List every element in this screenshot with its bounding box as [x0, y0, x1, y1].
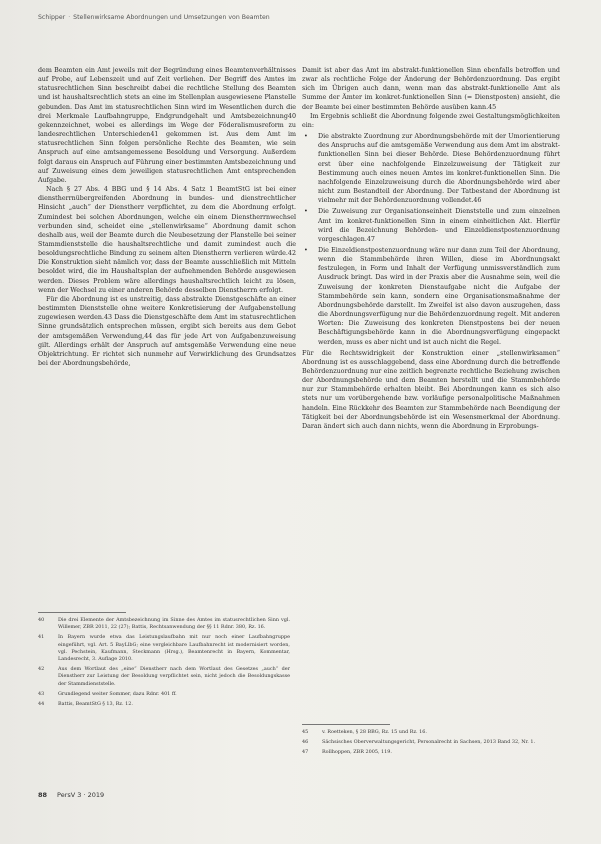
page-footer [38, 791, 104, 799]
header-section-title: Stellenwirksame Abordnungen und Umsetzungen von Beamten [73, 14, 270, 21]
footnote-rule-left [38, 612, 126, 613]
footnote: 44 Battis, BeamtStG § 13, Rz. 12. [38, 701, 133, 708]
footnote: 47 Rollhoppen, ZBR 2005, 119. [302, 749, 392, 756]
left-paragraph-2: Nach § 27 Abs. 4 BBG und § 14 Abs. 4 Satz 1 BeamtStG ist bei einer dienstherrnübergreifenden Abordnung in bundes- und dienstrechtlicher Hinsicht „auch“ der Dienstherr verpflichtet, zu dem die Abordnung erfolgt. Zumindest bei solchen Abordnungen, welche ein einem Dienstherrnwechsel verbunden sind, scheidet eine „stellenwirksame“ Abordnung damit schon deshalb aus, weil der Beamte durch die Neubesetzung der Planstelle bei seiner Stammdienststelle die haushaltsrechtliche und damit zumindest auch die besoldungsrechtliche Bindung zu seinem alten Dienstherrn verlieren würde.42 Die Konstruktion sieht nämlich vor, dass der Beamte ausschließlich mit Mitteln besoldet wird, die im Haushaltsplan der aufnehmenden Behörde ausgewiesen werden. Dieses Problem wäre allerdings haushaltsrechtlich leicht zu lösen, wenn der Wechsel zu einer anderen Behörde desselben Dienstherrn erfolgt. [38, 186, 296, 294]
footnote: 41 In Bayern wurde etwa das Leistungslaufbahn mit nur noch einer Laufbahngruppe eingeführt, vgl. Art. 5 BayLlbG; eine vergleichbare Laufbahnrecht ist modernisiert worden, vgl. Pechstein, Kaufmann, Steckmann (Hrsg.), Beamtenrecht in Bayern, Kommentar, Landesrecht, 3. Auflage 2010. [38, 634, 290, 663]
right-paragraph-1: Damit ist aber das Amt im abstrakt-funktionellen Sinn ebenfalls betroffen und zwar als rechtliche Folge der Änderung der Behördenzuordnung. Das ergibt sich im Übrigen auch dann, wenn man das abstrakt-funktionelle Amt als Summe der Ämter im konkret-funktionellen Sinn (= Dienstposten) ansieht, die der Beamte bei einer bestimmten Behörde ausüben kann.45 [302, 67, 560, 111]
right-paragraph-2: Im Ergebnis schließt die Abordnung folgende zwei Gestaltungsmöglichkeiten ein: [302, 112, 560, 129]
right-footnotes [302, 729, 554, 760]
bullet-item: • Die Einzeldienstpostenzuordnung wäre nur dann zum Teil der Abordnung, wenn die Stammbehörde ihren Willen, diese im Abordnungsakt festzulegen, in Form und Inhalt der Verfügung unmissverständlich zum Ausdruck bringt. Das wird in der Praxis aber die Ausnahme sein, weil die Zuweisung der konkreten Dienstaufgabe nicht die Aufgabe der Stammbehörde sein kann, sondern eine Organisationsmaßnahme der Abordnungsbehörde darstellt. Im Zweifel ist also davon auszugehen, dass die Abordnungsverfügung nur die Behördenzuordnung regelt. Mit anderen Worten: Die Zuweisung des konkreten Dienstpostens bei der neuen Beschäftigungsbehörde kann in die Abordnungsverfügung eingepackt werden, muss es aber nicht und ist auch nicht die Regel. [302, 246, 560, 347]
header-author: Schipper [38, 14, 66, 21]
left-paragraph-1: dem Beamten ein Amt jeweils mit der Begründung eines Beamtenverhältnisses auf Probe, auf Lebenszeit und auf Zeit verliehen. Der Begriff des Amtes im statusrechtlichen Sinn beschreibt dabei die rechtliche Stellung des Beamten und ist haushaltsrechtlich stets an eine im Stellenplan ausgewiesene Planstelle gebunden. Das Amt im statusrechtlichen Sinn wird im Wesentlichen durch die drei Merkmale Laufbahngruppe, Endgrundgehalt und Amtsbezeichnung40 gekennzeichnet, wobei es allerdings im Wege der Föderalismusreform zu landesrechtlichen Unterschieden41 gekommen ist. Aus dem Amt im statusrechtlichen Sinn folgen persönliche Rechte des Beamten, wie sein Anspruch auf eine amtsangemessene Besoldung und Versorgung. Außerdem folgt daraus ein Anspruch auf Führung einer bestimmten Amtsbezeichnung und auf Zuweisung eines dem jeweiligen statusrechtlichen Amt entsprechenden Aufgabe. [38, 67, 296, 184]
page-number: 88 [38, 791, 48, 799]
footnote: 46 Sächsisches Oberverwaltungsgericht, Personalrecht in Sachsen, 2013 Band 32, Nr. 1. [302, 739, 536, 746]
footnote: 42 Aus dem Wortlaut des „eine“ Dienstherr nach dem Wortlaut des Gesetzes „auch“ der Dienstherr zur Leistung der Besoldung verpflichtet sein, nicht jedoch die Besoldungskasse der Stammdienststelle. [38, 666, 290, 687]
journal-issue: PersV 3 · 2019 [57, 791, 105, 799]
footnote: 45 v. Roetteken, § 28 BBG, Rz. 15 und Rz. 16. [302, 729, 427, 735]
left-footnotes [38, 617, 290, 711]
footnote-rule-right [302, 724, 390, 725]
right-paragraph-3: Für die Rechtswidrigkeit der Konstruktion einer „stellenwirksamen“ Abordnung ist es ausschlaggebend, dass eine Abordnung durch die betreffende Behördenzuordnung nur eine zeitlich begrenzte rechtliche Beziehung zwischen der Abordnungsbehörde und dem Beamten herstellt und die Stammbehörde nur zur Stammbehörde erhalten bleibt. Bei Abordnungen kann es sich also stets nur um vorübergehende bzw. vorläufige personalpolitische Maßnahmen handeln. Eine Rückkehr des Beamten zur Stammbehörde nach Beendigung der Tätigkeit bei der Abordnungsbehörde ist ein Wesensmerkmal der Abordnung. Daran ändert sich auch dann nichts, wenn die Abordnung in Erprobungs- [302, 349, 560, 430]
running-header: Schipper · Stellenwirksame Abordnungen und Umsetzungen von Beamten [38, 14, 270, 21]
bullet-item: • Die abstrakte Zuordnung zur Abordnungsbehörde mit der Umorientierung des Anspruchs auf die amtsgemäße Verwendung aus dem Amt im abstrakt-funktionellen Sinn bei dieser Behörde. Diese Behördenzuordnung führt erst über eine nachfolgende Einzelzuweisung der Tätigkeit zur Bestimmung auch eines neuen Amtes im konkret-funktionellen Sinn. Die nachfolgende Einzelzuweisung durch die Abordnungsbehörde wird aber nicht zum Bestandteil der Abordnung. Der Tatbestand der Abordnung ist vielmehr mit der Behördenzuordnung vollendet.46 [302, 132, 560, 205]
left-column [38, 66, 296, 368]
footnote: 40 Die drei Elemente der Amtsbezeichnung im Sinne des Amtes im statusrechtlichen Sinn vgl. Willemer, ZBR 2011, 22 (27); Battis, Rechtsanwendung der §§ 11 Rdnr. 380, Rz. 16. [38, 617, 290, 631]
footnote: 43 Grundlegend weiter Sommer, dazu Rdnr. 401 ff. [38, 690, 177, 697]
left-paragraph-3: Für die Abordnung ist es unstreitig, dass abstrakte Dienstgeschäfte an einer bestimmten Dienststelle ohne weitere Konkretisierung der Aufgabenstellung zugewiesen werden.43 Dass die Dienstgeschäfte dem Amt im statusrechtlichen Sinne grundsätzlich entsprechen müssen, ergibt sich bereits aus dem Gebot der amtsgemäßen Verwendung,44 das für jede Art von Aufgabenzuweisung gilt. Allerdings erhält der Anspruch auf amtsgemäße Verwendung eine neue Objektrichtung. Er richtet sich nunmehr auf Verwirklichung des Grundsatzes bei der Abordnungsbehörde, [38, 295, 296, 367]
bullet-list [302, 132, 560, 347]
right-column [302, 66, 560, 431]
bullet-item: • Die Zuweisung zur Organisationseinheit Dienststelle und zum einzelnen Amt im konkret-funktionellen Sinn in einem einheitlichen Akt. Hierfür wird die Bezeichnung Behörden- und Einzeldienstpostenzuordnung vorgeschlagen.47 [302, 207, 560, 244]
